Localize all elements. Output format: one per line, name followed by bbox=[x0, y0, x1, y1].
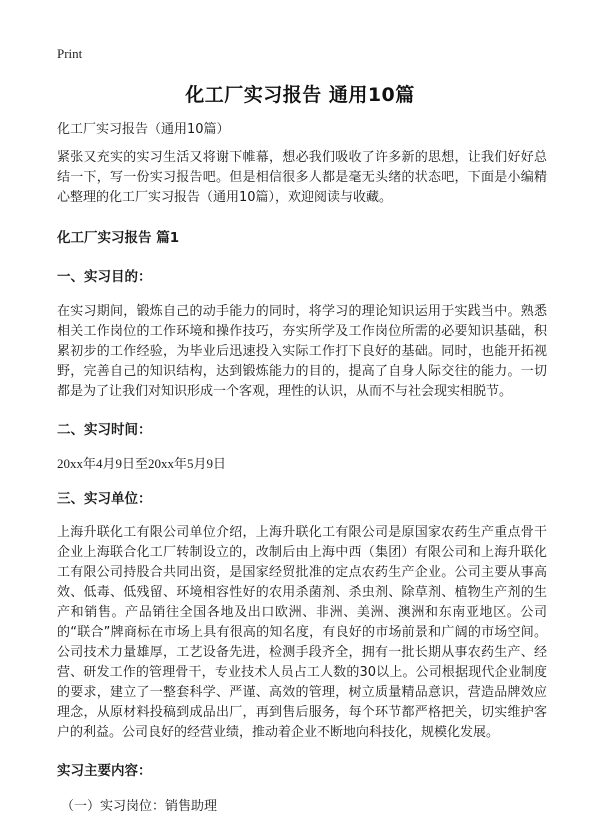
section-heading-unit: 三、实习单位： bbox=[57, 491, 152, 507]
page-title: 化工厂实习报告 通用10篇 bbox=[185, 84, 415, 106]
part-heading: 化工厂实习报告 篇1 bbox=[57, 230, 180, 246]
print-link[interactable]: Print bbox=[57, 46, 83, 61]
document-subtitle: 化工厂实习报告（通用10篇） bbox=[57, 122, 230, 137]
section-text-time: 20xx年4月9日至20xx年5月9日 bbox=[57, 456, 227, 471]
section-heading-time: 二、实习时间： bbox=[57, 422, 152, 438]
section-paragraph-purpose: 在实习期间，锻炼自己的动手能力的同时，将学习的理论知识运用于实践当中。熟悉相关工作岗位的工作环境和操作技巧，夯实所学及工作岗位所需的必要知识基础，积累初步的工作经验，为毕业后迅速投入实际工作打下良好的基础。同时，也能开拓视野，完善自己的知识结构，达到锻炼能力的目的，提高了自身人际交往的能力。一切都是为了让我们对知识形成一个客观，理性的认识，从而不与社会现实相脱节。 bbox=[57, 304, 547, 399]
document-body bbox=[57, 120, 547, 830]
content-list-item: （一）实习岗位：销售助理 bbox=[61, 799, 218, 814]
section-paragraph-unit: 上海升联化工有限公司单位介绍，上海升联化工有限公司是原国家农药生产重点骨干企业上海联合化工厂转制设立的，改制后由上海中西（集团）有限公司和上海升联化工有限公司持股合共同出资，是国家经贸批准的定点农药生产企业。公司主要从事高效、低毒、低残留、环境相容性好的农用杀菌剂、杀虫剂、除草剂、植物生产剂的生产和销售。产品销往全国各地及出口欧洲、非洲、美洲、澳洲和东南亚地区。公司的“联合”牌商标在市场上具有很高的知名度，有良好的市场前景和广阔的市场空间。公司技术力量雄厚，工艺设备先进，检测手段齐全，拥有一批长期从事农药生产、经营、研发工作的管理骨干，专业技术人员占工人数的30以上。公司根据现代企业制度的要求，建立了一整套科学、严谨、高效的管理，树立质量精品意识，营造品牌效应理念，从原材料投稿到成品出厂，再到售后服务，每个环节都严格把关，切实维护客户的利益。公司良好的经营业绩，推动着企业不断地向科技化，规模化发展。 bbox=[57, 525, 547, 740]
intro-paragraph: 紧张又充实的实习生活又将谢下帷幕，想必我们吸收了许多新的思想，让我们好好总结一下，写一份实习报告吧。但是相信很多人都是毫无头绪的状态吧，下面是小编精心整理的化工厂实习报告（通用10篇），欢迎阅读与收藏。 bbox=[57, 150, 547, 205]
section-heading-content: 实习主要内容： bbox=[57, 763, 152, 779]
section-heading-purpose: 一、实习目的： bbox=[57, 269, 152, 285]
